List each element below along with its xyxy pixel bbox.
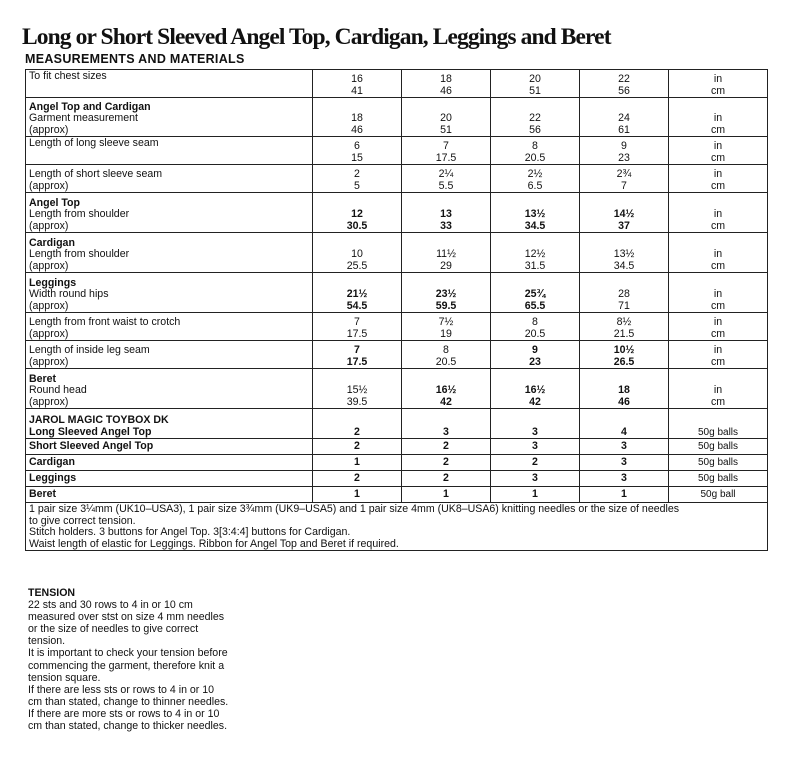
cell-value: 2 — [354, 425, 360, 438]
cell-value: 1 — [532, 487, 538, 500]
cell-value: 6.5 — [527, 179, 543, 192]
cell-value: 16½ — [435, 384, 457, 396]
row-label-note: (approx) — [29, 395, 69, 408]
cell-value: 46 — [351, 123, 363, 136]
unit-label: cm — [710, 259, 726, 272]
materials-note: Waist length of elastic for Leggings. Ribbon for Angel Top and Beret if required. — [29, 537, 399, 550]
cell-value: 37 — [618, 219, 630, 232]
cell-value: 3 — [621, 439, 627, 452]
row-label: Width round hips — [29, 288, 109, 300]
cell-value: 8 — [532, 316, 538, 328]
cell-value: 71 — [618, 299, 630, 312]
cell-value: 28 — [618, 288, 630, 300]
unit-label: cm — [710, 179, 726, 192]
unit-label: in — [713, 208, 723, 220]
table-row-yarn-cardigan — [26, 455, 768, 471]
group-heading: Leggings — [29, 276, 77, 289]
row-label-note: (approx) — [29, 219, 69, 232]
row-label: Short Sleeved Angel Top — [29, 439, 154, 452]
cell-value: 3 — [621, 471, 627, 484]
table-row-yarn-short-sleeved-angel-top — [26, 439, 768, 455]
row-label-note: (approx) — [29, 355, 69, 368]
group-heading: Angel Top — [29, 196, 80, 209]
row-label: Length of inside leg seam — [29, 344, 150, 356]
tension-line: If there are more sts or rows to 4 in or 10 — [28, 707, 220, 720]
cell-value: 14½ — [613, 208, 635, 220]
cell-value: 33 — [440, 219, 452, 232]
table-row-yarn-beret — [26, 487, 768, 503]
cell-value: 24 — [618, 112, 630, 124]
cell-value: 2 — [354, 471, 360, 484]
row-label: Length of short sleeve seam — [29, 168, 163, 180]
unit-label: cm — [710, 123, 726, 136]
cell-value: 1 — [443, 487, 449, 500]
row-label: Length of long sleeve seam — [29, 137, 159, 149]
unit-label: in — [713, 112, 723, 124]
row-label: To fit chest sizes — [29, 70, 107, 82]
tension-line: 22 sts and 30 rows to 4 in or 10 cm — [28, 599, 193, 612]
cell-value: 3 — [532, 471, 538, 484]
table-row-angel-top-length — [26, 193, 768, 233]
cell-value: 10½ — [613, 344, 635, 356]
tension-line: measured over stst on size 4 mm needles — [28, 611, 225, 624]
unit-label: in — [713, 140, 723, 152]
unit-label: in — [713, 168, 723, 180]
unit-label: in — [713, 288, 723, 300]
cell-value: 42 — [529, 395, 541, 408]
cell-value: 18 — [351, 112, 363, 124]
table-row-cardigan-length — [26, 233, 768, 273]
table-row-garment-measurement — [26, 98, 768, 137]
cell-value: 4 — [621, 425, 627, 438]
unit-label: 50g balls — [697, 426, 739, 438]
tension-line: cm than stated, change to thicker needles. — [28, 720, 228, 733]
cell-value: 26.5 — [613, 355, 635, 368]
cell-value: 13½ — [613, 248, 635, 260]
tension-line: If there are less sts or rows to 4 in or 10 — [28, 683, 215, 696]
row-label: Garment measurement — [29, 112, 138, 124]
table-row-yarn-long-sleeved-angel-top — [26, 409, 768, 439]
unit-label: in — [713, 344, 723, 356]
row-label: Beret — [29, 487, 57, 500]
cell-value: 9 — [532, 344, 538, 356]
cell-value: 30.5 — [346, 219, 368, 232]
unit-label: 50g balls — [697, 456, 739, 468]
cell-value: 20 — [529, 73, 541, 85]
cell-value: 7 — [621, 179, 627, 192]
cell-value: 23 — [618, 151, 630, 164]
cell-value: 23½ — [435, 288, 457, 300]
cell-value: 8½ — [616, 316, 632, 328]
unit-label: cm — [710, 355, 726, 368]
cell-value: 20.5 — [524, 327, 546, 340]
cell-value: 39.5 — [346, 395, 368, 408]
table-row-leggings-hips — [26, 273, 768, 313]
cell-value: 51 — [440, 123, 452, 136]
measurements-table — [25, 69, 768, 551]
row-label: Length from front waist to crotch — [29, 316, 181, 328]
cell-value: 7 — [354, 344, 360, 356]
unit-label: cm — [710, 84, 726, 97]
table-row-yarn-leggings — [26, 471, 768, 487]
tension-heading: TENSION — [28, 587, 76, 599]
cell-value: 18 — [618, 384, 630, 396]
row-label-note: (approx) — [29, 179, 69, 192]
row-label: Length from shoulder — [29, 248, 130, 260]
cell-value: 2½ — [527, 168, 543, 180]
unit-label: cm — [710, 299, 726, 312]
unit-label: in — [713, 316, 723, 328]
cell-value: 1 — [621, 487, 627, 500]
cell-value: 7 — [354, 316, 360, 328]
cell-value: 2 — [354, 168, 360, 180]
row-label: Length from shoulder — [29, 208, 130, 220]
cell-value: 17.5 — [435, 151, 457, 164]
cell-value: 13 — [440, 208, 452, 220]
cell-value: 25.5 — [346, 259, 368, 272]
page-title: Long or Short Sleeved Angel Top, Cardigan, Leggings and Beret — [22, 24, 611, 50]
cell-value: 2 — [443, 455, 449, 468]
cell-value: 20.5 — [435, 355, 457, 368]
group-heading: Beret — [29, 372, 57, 385]
materials-note: 1 pair size 3¼mm (UK10–USA3), 1 pair size 3¾mm (UK9–USA5) and 1 pair size 4mm (UK8–USA6) knitting needles or the size of needles — [29, 503, 680, 515]
group-heading: Cardigan — [29, 236, 75, 249]
cell-value: 17.5 — [346, 327, 368, 340]
cell-value: 56 — [529, 123, 541, 136]
cell-value: 11½ — [436, 248, 456, 260]
cell-value: 42 — [440, 395, 452, 408]
cell-value: 21.5 — [613, 327, 635, 340]
cell-value: 1 — [354, 487, 360, 500]
unit-label: cm — [710, 151, 726, 164]
cell-value: 34.5 — [613, 259, 635, 272]
cell-value: 6 — [354, 140, 360, 152]
cell-value: 3 — [532, 439, 538, 452]
cell-value: 31.5 — [524, 259, 546, 272]
table-row-leggings-inside-leg — [26, 341, 768, 369]
table-row-chest-sizes — [26, 70, 768, 98]
cell-value: 8 — [443, 344, 449, 356]
unit-label: 50g balls — [697, 440, 739, 452]
row-label: Long Sleeved Angel Top — [29, 425, 152, 438]
cell-value: 9 — [621, 140, 627, 152]
cell-value: 15 — [351, 151, 363, 164]
unit-label: in — [713, 73, 723, 85]
unit-label: in — [713, 384, 723, 396]
table-row-long-sleeve-seam — [26, 137, 768, 165]
cell-value: 61 — [618, 123, 630, 136]
tension-line: tension square. — [28, 671, 101, 684]
cell-value: 22 — [618, 73, 630, 85]
cell-value: 2 — [532, 455, 538, 468]
cell-value: 12 — [351, 208, 363, 220]
unit-label: in — [713, 248, 723, 260]
tension-line: It is important to check your tension before — [28, 647, 228, 660]
cell-value: 7½ — [438, 316, 454, 328]
cell-value: 2¾ — [616, 168, 632, 180]
row-label-note: (approx) — [29, 123, 69, 136]
cell-value: 21½ — [346, 288, 368, 300]
unit-label: cm — [710, 395, 726, 408]
unit-label: 50g ball — [700, 488, 736, 500]
row-label-note: (approx) — [29, 259, 69, 272]
cell-value: 10 — [351, 248, 363, 260]
cell-value: 3 — [621, 455, 627, 468]
cell-value: 65.5 — [524, 299, 546, 312]
materials-note: to give correct tension. — [29, 514, 136, 527]
table-row-short-sleeve-seam — [26, 165, 768, 193]
cell-value: 2 — [443, 439, 449, 452]
cell-value: 2¼ — [438, 168, 454, 180]
cell-value: 16 — [351, 73, 363, 85]
cell-value: 23 — [529, 355, 541, 368]
cell-value: 7 — [443, 140, 449, 152]
cell-value: 19 — [440, 327, 452, 340]
unit-label: 50g balls — [697, 472, 739, 484]
table-row-beret-head — [26, 369, 768, 409]
cell-value: 3 — [443, 425, 449, 438]
cell-value: 51 — [529, 84, 541, 97]
cell-value: 16½ — [524, 384, 546, 396]
group-heading: Angel Top and Cardigan — [29, 100, 151, 113]
cell-value: 18 — [440, 73, 452, 85]
cell-value: 17.5 — [346, 355, 368, 368]
table-row-leggings-crotch — [26, 313, 768, 341]
cell-value: 34.5 — [524, 219, 546, 232]
cell-value: 54.5 — [346, 299, 368, 312]
yarn-heading: JAROL MAGIC TOYBOX DK — [29, 414, 169, 426]
cell-value: 1 — [354, 455, 360, 468]
cell-value: 5 — [354, 179, 360, 192]
cell-value: 2 — [354, 439, 360, 452]
cell-value: 56 — [618, 84, 630, 97]
cell-value: 2 — [443, 471, 449, 484]
tension-line: or the size of needles to give correct — [28, 623, 199, 636]
cell-value: 46 — [618, 395, 630, 408]
row-label: Round head — [29, 384, 87, 396]
tension-line: cm than stated, change to thinner needles. — [28, 695, 229, 708]
row-label-note: (approx) — [29, 327, 69, 340]
unit-label: cm — [710, 327, 726, 340]
cell-value: 59.5 — [435, 299, 457, 312]
tension-line: commencing the garment, therefore knit a — [28, 659, 225, 672]
cell-value: 41 — [351, 84, 363, 97]
cell-value: 29 — [440, 259, 452, 272]
section-heading-measurements: MEASUREMENTS AND MATERIALS — [25, 52, 245, 66]
row-label-note: (approx) — [29, 299, 69, 312]
cell-value: 15½ — [346, 384, 368, 396]
cell-value: 13½ — [524, 208, 546, 220]
row-label: Cardigan — [29, 455, 75, 468]
unit-label: cm — [710, 219, 726, 232]
cell-value: 8 — [532, 140, 538, 152]
cell-value: 22 — [529, 112, 541, 124]
cell-value: 12½ — [524, 248, 546, 260]
cell-value: 3 — [532, 425, 538, 438]
cell-value: 20.5 — [524, 151, 546, 164]
tension-line: tension. — [28, 635, 66, 648]
cell-value: 46 — [440, 84, 452, 97]
row-label: Leggings — [29, 471, 77, 484]
table-row-materials-notes — [26, 503, 768, 551]
cell-value: 5.5 — [438, 179, 454, 192]
cell-value: 20 — [440, 112, 452, 124]
tension-section — [28, 587, 308, 732]
cell-value: 25¾ — [524, 288, 546, 300]
materials-note: Stitch holders. 3 buttons for Angel Top. 3[3:4:4] buttons for Cardigan. — [29, 526, 351, 538]
